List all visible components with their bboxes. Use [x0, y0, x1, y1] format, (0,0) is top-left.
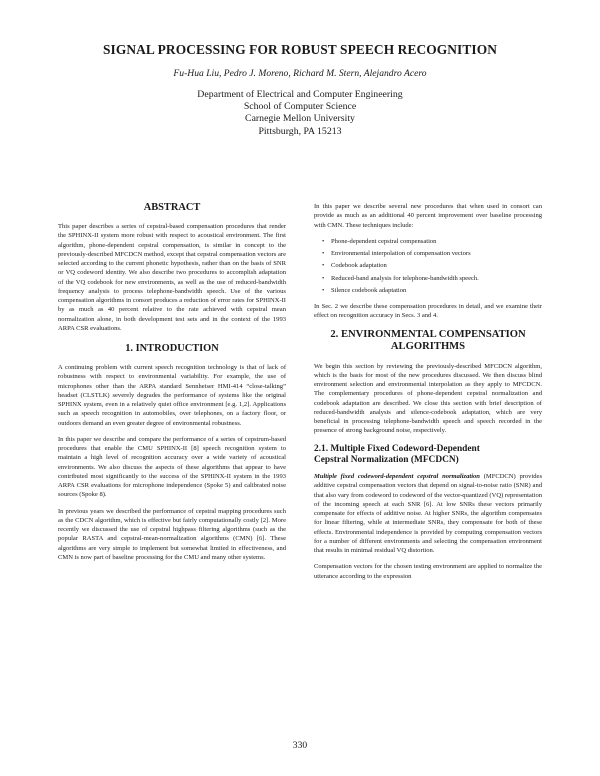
- outline-paragraph: In Sec. 2 we describe these compensation procedures in detail, and we examine their effect on recognition accuracy in Secs. 3 and 4.: [314, 303, 542, 320]
- bullet-icon: •: [322, 274, 325, 282]
- list-item: [322, 286, 542, 295]
- mfcdcn-paragraph: [314, 472, 542, 555]
- affiliation-line: Department of Electrical and Computer Engineering: [197, 89, 403, 100]
- subsection-heading-line: Cepstral Normalization (MFCDCN): [314, 454, 459, 465]
- list-item-text: Silence codebook adaptation: [331, 286, 407, 294]
- intro-heading: 1. INTRODUCTION: [125, 343, 219, 354]
- right-column: [314, 202, 542, 588]
- list-item-text: Phone-dependent cepstral compensation: [331, 237, 437, 245]
- section-2-heading-line: 2. ENVIRONMENTAL COMPENSATION: [330, 328, 526, 340]
- left-column: [58, 202, 286, 569]
- affiliation-line: School of Computer Science: [243, 101, 357, 113]
- technique-list: [314, 237, 542, 295]
- intro-continuation: In this paper we describe several new procedures that when used in consort can provide as much as an additional 40 percent improvement over baseline processing with CMN. These techniques include:: [314, 203, 542, 229]
- list-item: [322, 261, 542, 270]
- bullet-icon: •: [322, 237, 325, 245]
- list-item: [322, 237, 542, 246]
- compensation-paragraph: Compensation vectors for the chosen testing environment are applied to normalize the utterance according to the expression: [314, 563, 542, 580]
- abstract-text: This paper describes a series of cepstral-based compensation procedures that render the SPHINX-II system more robust with respect to acoustical environment. The first algorithm, phone-dependent cepstral compensation, is similar in concept to the previously-described MFCDCN method, except that cepstral compensation vectors are selected according to the current phonetic hypothesis, rather than on the basis of SNR or VQ codeword identity. We also describe two procedures to accomplish adaptation of the VQ codebook for new environments, as well as the use of reduced-bandwidth frequency analysis to process telephone-bandwidth speech. Use of the various compensation algorithms in consort produces a reduction of error rates for SPHINX-II by as much as 40 percent relative to the rate achieved with cepstral mean normalization alone, in both development test sets and in the context of the 1993 ARPA CSR evaluations.: [58, 223, 286, 332]
- section-2-heading: [314, 329, 542, 354]
- page-number: 330: [292, 740, 308, 751]
- mfcdcn-text: (MFCDCN) provides additive cepstral compensation vectors that depend on signal-to-noise ratio (SNR) and that also vary from codeword to codeword of the vector-quantized (VQ) representation of the incoming speech at each SNR [6]. At low SNRs these vectors primarily compensate for effects of additive noise. At higher SNRs, the algorithm compensates for linear filtering, while at intermediate SNRs, they compensate for both of these effects. Environmental independence is provided by computing compensation vectors for a number of different environments and selecting the compensation environment that results in minimal residual VQ distortion.: [314, 473, 542, 555]
- intro-paragraph: In this paper we describe and compare the performance of a series of cepstrum-based procedures that enable the CMU SPHINX-II [8] speech recognition system to maintain a high level of recognition accuracy over a wide variety of acoustical environments. We also discuss the aspects of these algorithms that appear to have contributed most significantly to the success of the SPHINX-II system in the 1993 ARPA CSR evaluations for microphone independence (Spoke 5) and calibrated noise sources (Spoke 8).: [58, 435, 286, 499]
- list-item: [322, 274, 542, 283]
- bullet-icon: •: [322, 250, 325, 257]
- subsection-heading-line: 2.1. Multiple Fixed Codeword-Dependent: [314, 443, 480, 454]
- section-2-paragraph: We begin this section by reviewing the previously-described MFCDCN algorithm, which is the basis for most of the new procedures discussed. We then discuss blind environment selection and environmental interpolation as they apply to MFCDCN. The complementary procedures of phone-dependent cepstral normalization and codebook adaptation are described. We close this section with brief description of reduced-bandwidth analysis and silence-codebook adaptation, which are very beneficial in processing telephone-bandwidth speech and speech recorded in the presence of strong background noise, respectively.: [314, 362, 542, 435]
- list-item: [322, 249, 542, 258]
- subsection-2-1-heading: [314, 444, 542, 466]
- affiliation-line: Carnegie Mellon University: [245, 113, 355, 125]
- intro-paragraph: In previous years we described the performance of cepstral mapping procedures such as the CDCN algorithm, which is effective but fairly computationally costly [2]. More recently we discussed the use of cepstral highpass filtering algorithms (such as the popular RASTA and cepstral-mean-normalization algorithms (CMN) [6]. These algorithms are very simple to implement but somewhat limited in effectiveness, and CMN is now part of baseline processing for the CMU and many other systems.: [58, 507, 286, 561]
- author-list: Fu-Hua Liu, Pedro J. Moreno, Richard M. Stern, Alejandro Acero: [173, 68, 427, 79]
- affiliation-line: Pittsburgh, PA 15213: [258, 125, 342, 137]
- paper-title: SIGNAL PROCESSING FOR ROBUST SPEECH RECOGNITION: [103, 42, 497, 57]
- list-item-text: Reduced-band analysis for telephone-bandwidth speech.: [331, 274, 479, 282]
- mfcdcn-runin: Multiple fixed codeword-dependent cepstral normalization: [314, 473, 480, 481]
- affiliation-block: [0, 89, 600, 138]
- section-2-heading-line: ALGORITHMS: [390, 341, 466, 353]
- bullet-icon: •: [322, 286, 325, 294]
- list-item-text: Environmental interpolation of compensation vectors: [331, 250, 471, 257]
- abstract-heading: ABSTRACT: [143, 202, 201, 213]
- list-item-text: Codebook adaptation: [331, 262, 387, 270]
- intro-paragraph: A continuing problem with current speech recognition technology is that of lack of robustness with respect to environmental variability. For example, the use of microphones other than the ARPA standard Sennheiser HMI-414 “close-talking” headset (CLSTLK) severely degrades the performance of systems like the original SPHINX system, even in a relatively quiet office environment [e.g. 1,2]. Applications such as speech recognition in automobiles, over telephones, on a factory floor, or outdoors demand an even greater degree of environmental robustness.: [58, 364, 286, 427]
- bullet-icon: •: [322, 262, 325, 270]
